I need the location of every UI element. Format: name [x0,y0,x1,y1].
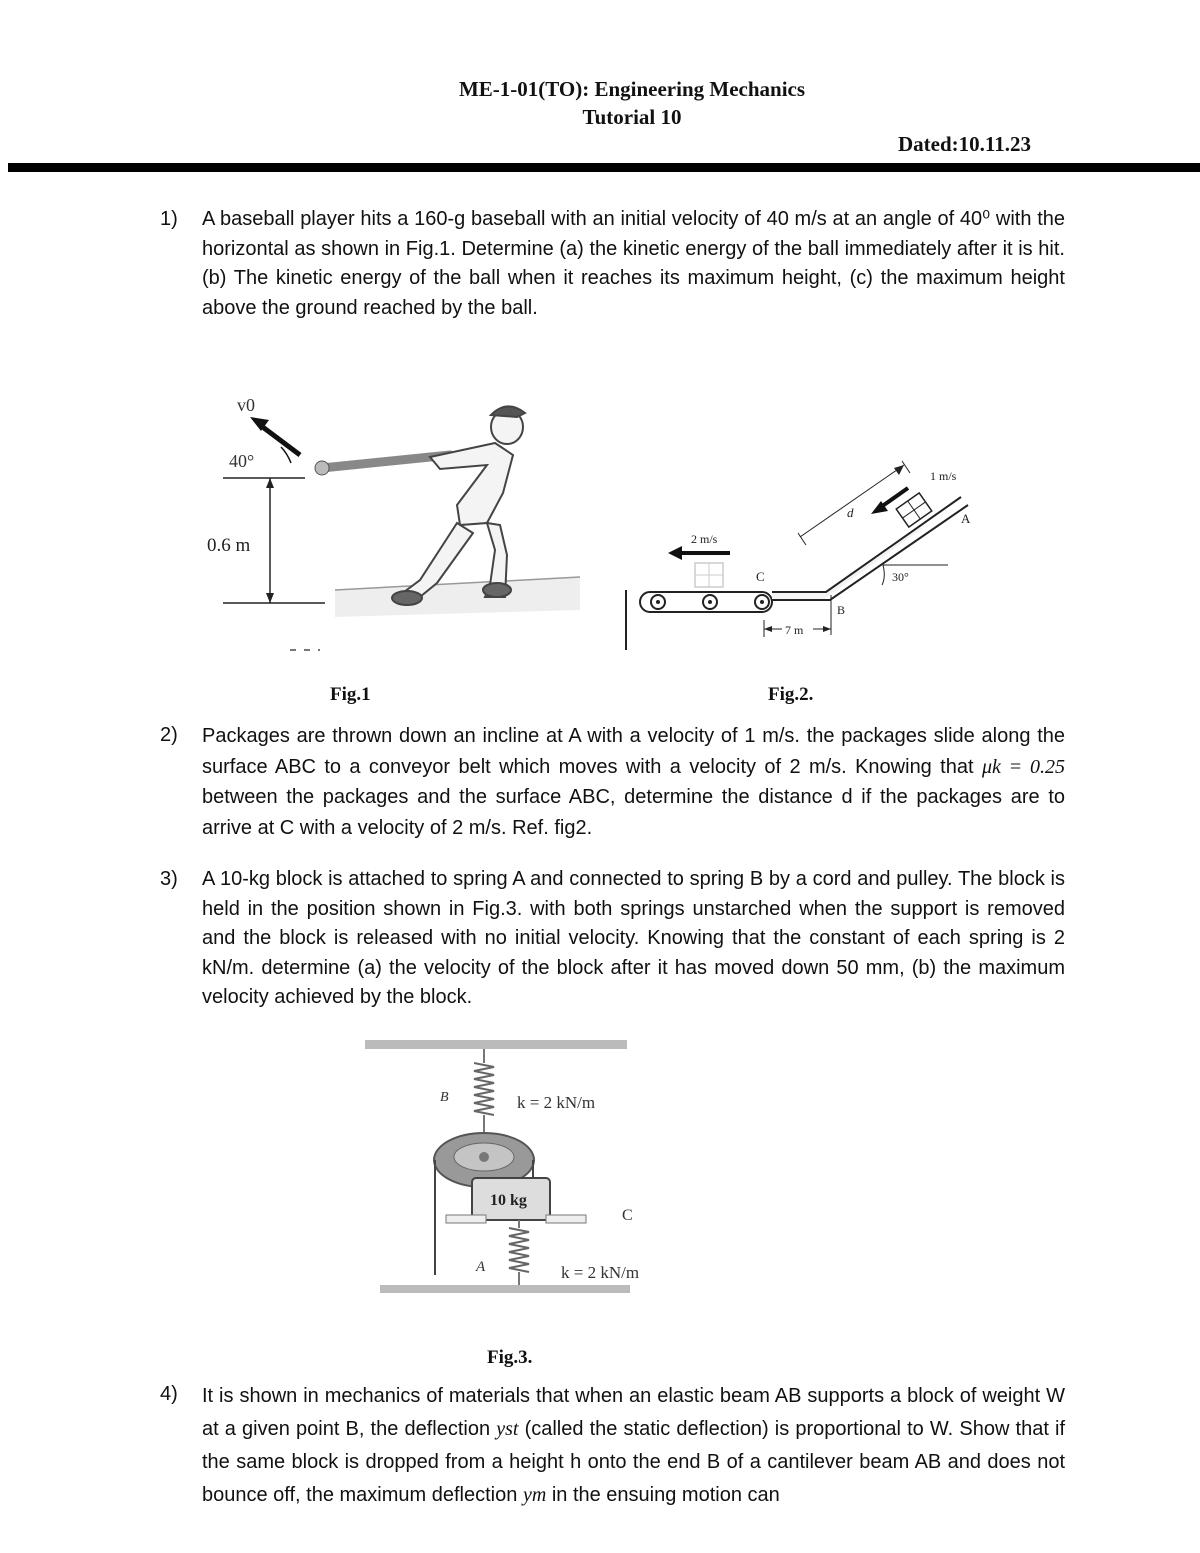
incline-velocity-label: 1 m/s [930,469,957,483]
max-deflection-symbol: ym [522,1484,547,1506]
distance-d-label: d [847,505,854,520]
question-text-cont: between the packages and the surface ABC, determine the distance d if the packages are to arrive at C with a velocity of 2 m/s. Ref. fig2. [202,786,1065,839]
header-rule [8,163,1200,172]
date-label: Dated:10.11.23 [898,132,1031,156]
block-mass-label: 10 kg [490,1192,527,1209]
question-text-cont: (called the static deflection) is proportional to W. Show that if the same block is dropped from a height h onto the end B of a cantilever beam AB and does not bounce off, the maximum deflection [202,1418,1066,1506]
batter-figure [392,406,525,605]
incline-angle-label: 30° [892,570,909,584]
spring-a-label: A [476,1259,486,1275]
fig3-caption: Fig.3. [487,1347,533,1368]
spring-b-label: B [440,1090,449,1105]
question-number: 1) [160,208,178,230]
friction-coefficient: μk = 0.25 [981,755,1065,778]
spring-a-constant: k = 2 kN/m [561,1263,640,1282]
question-text: It is shown in mechanics of materials that when an elastic beam AB supports a block of weight W at a given point B, the deflection [202,1385,1065,1440]
question-3 [160,865,1065,1013]
point-b-label: B [837,603,846,617]
point-c-label: C [756,569,765,584]
question-number: 2) [160,724,178,746]
support-c-label: C [622,1207,633,1224]
figure-2 [618,395,1008,655]
question-text-end: in the ensuing motion can [551,1484,780,1506]
distance-7m-label: 7 m [785,623,804,637]
question-text: A 10-kg block is attached to spring A and connected to spring B by a cord and pulley. The block is held in the position shown in Fig.3. with both springs unstarched when the support is removed and the block is released with no initial velocity. Knowing that the constant of each spring is 2 kN/m. determine (a) the velocity of the block after it has moved down 50 mm, (b) the maximum velocity achieved by the block. [202,868,1065,1008]
question-2 [160,721,1065,843]
spring-b-constant: k = 2 kN/m [517,1093,596,1112]
question-1 [160,205,1065,323]
question-4 [160,1380,1065,1512]
figure-3 [360,1035,780,1305]
tutorial-title: Tutorial 10 [582,105,682,129]
question-number: 4) [160,1383,178,1405]
fig2-caption: Fig.2. [768,684,814,705]
belt-velocity-label: 2 m/s [691,532,718,546]
point-a-label: A [961,511,971,526]
question-number: 3) [160,868,178,890]
fig1-caption: Fig.1 [330,684,371,705]
static-deflection-symbol: yst [496,1418,519,1440]
angle-label: 40° [229,451,255,471]
v0-label: v0 [237,395,255,415]
figure-1 [195,385,590,660]
question-text: A baseball player hits a 160-g baseball with an initial velocity of 40 m/s at an angle of 40⁰ with the horizontal as shown in Fig.1. Determine (a) the kinetic energy of the ball immediately after it is hit. (b) The kinetic energy of the ball when it reaches its maximum height, (c) the maximum height above the ground reached by the ball. [202,208,1065,319]
height-label: 0.6 m [207,535,251,556]
course-title: ME-1-01(TO): Engineering Mechanics [458,77,806,101]
question-text: Packages are thrown down an incline at A with a velocity of 1 m/s. the packages slide along the surface ABC to a conveyor belt which moves with a velocity of 2 m/s. Knowing that [202,725,1065,778]
